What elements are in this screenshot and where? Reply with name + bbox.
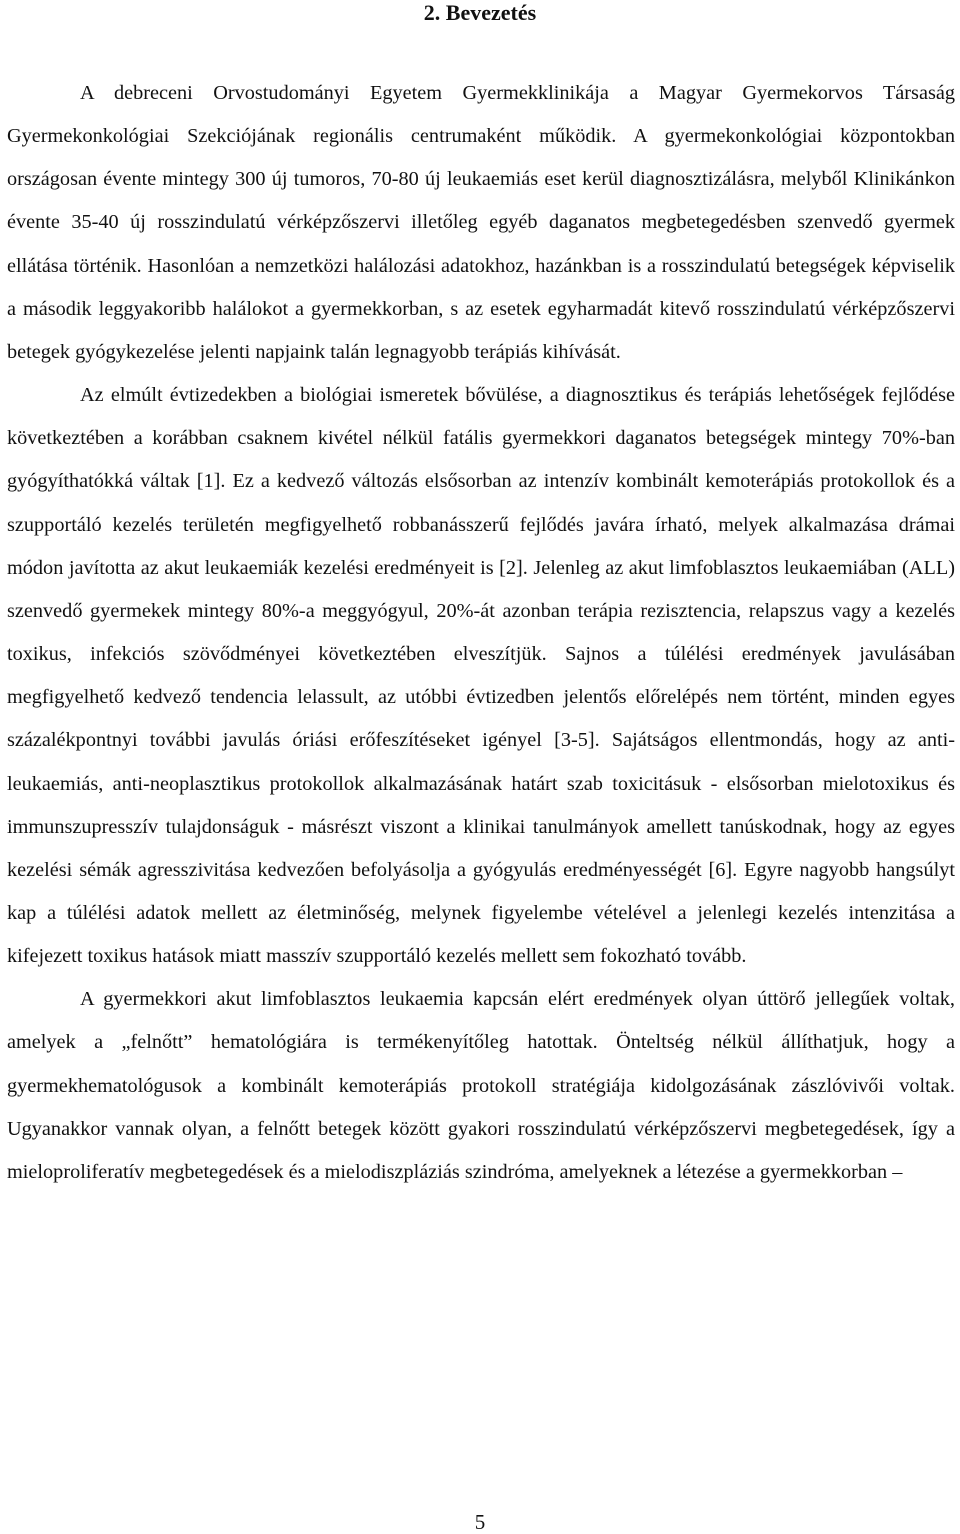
paragraph: Az elmúlt évtizedekben a biológiai ismeretek bővülése, a diagnosztikus és terápiás lehetőségek fejlődése következtében a korábban csaknem kivétel nélkül fatális gyermekkori daganatos betegségek mintegy 70%-ban gyógyíthatókká váltak [1]. Ez a kedvező változás elsősorban az intenzív kombinált kemoterápiás protokollok és a szupportáló kezelés területén megfigyelhető robbanásszerű fejlődés javára írható, melyek alkalmazása drámai módon javította az akut leukaemiák kezelési eredményeit is [2]. Jelenleg az akut limfoblasztos leukaemiában (ALL) szenvedő gyermekek mintegy 80%-a meggyógyul, 20%-át azonban terápia rezisztencia, relapszus vagy a kezelés toxikus, infekciós szövődményei következtében elveszítjük. Sajnos a túlélési eredmények javulásában megfigyelhető kedvező tendencia lelassult, az utóbbi évtizedben jelentős előrelépés nem történt, minden egyes százalékpontnyi további javulás óriási erőfeszítéseket igényel [3-5]. Sajátságos ellentmondás, hogy az anti-leukaemiás, anti-neoplasztikus protokollok alkalmazásának határt szab toxicitásuk - elsősorban mielotoxikus és immunszupresszív tulajdonságuk - másrészt viszont a klinikai tanulmányok amellett tanúskodnak, hogy az egyes kezelési sémák agresszivitása kedvezően befolyásolja a gyógyulás eredményességét [6]. Egyre nagyobb hangsúlyt kap a túlélési adatok mellett az életminőség, melynek figyelembe vételével a jelenlegi kezelés intenzitása a kifejezett toxikus hatások miatt masszív szupportáló kezelés mellett sem fokozható tovább. [7,384,955,968]
paragraph: A debreceni Orvostudományi Egyetem Gyermekklinikája a Magyar Gyermekorvos Társaság Gyermekonkológiai Szekciójának regionális centrumaként működik. A gyermekonkológiai központokban országosan évente mintegy 300 új tumoros, 70-80 új leukaemiás eset kerül diagnosztizálásra, melyből Klinikánkon évente 35-40 új rosszindulatú vérképzőszervi illetőleg egyéb daganatos megbetegedésben szenvedő gyermek ellátása történik. Hasonlóan a nemzetközi halálozási adatokhoz, hazánkban is a rosszindulatú betegségek képviselik a második leggyakoribb halálokot a gyermekkorban, s az esetek egyharmadát kitevő rosszindulatú vérképzőszervi betegek gyógykezelése jelenti napjaink talán legnagyobb terápiás kihívását. [7,82,955,363]
body-text [7,72,955,1194]
section-heading: 2. Bevezetés [423,0,537,25]
page-number: 5 [474,1510,486,1534]
paragraph: A gyermekkori akut limfoblasztos leukaemia kapcsán elért eredmények olyan úttörő jellegűek voltak, amelyek a „felnőtt” hematológiára is termékenyítőleg hatottak. Önteltség nélkül állíthatjuk, hogy a gyermekhematológusok a kombinált kemoterápiás protokoll stratégiája kidolgozásának zászlóvivői voltak. Ugyanakkor vannak olyan, a felnőtt betegek között gyakori rosszindulatú vérképzőszervi megbetegedések, így a mieloproliferatív megbetegedések és a mielodiszpláziás szindróma, amelyeknek a létezése a gyermekkorban – [7,988,955,1183]
